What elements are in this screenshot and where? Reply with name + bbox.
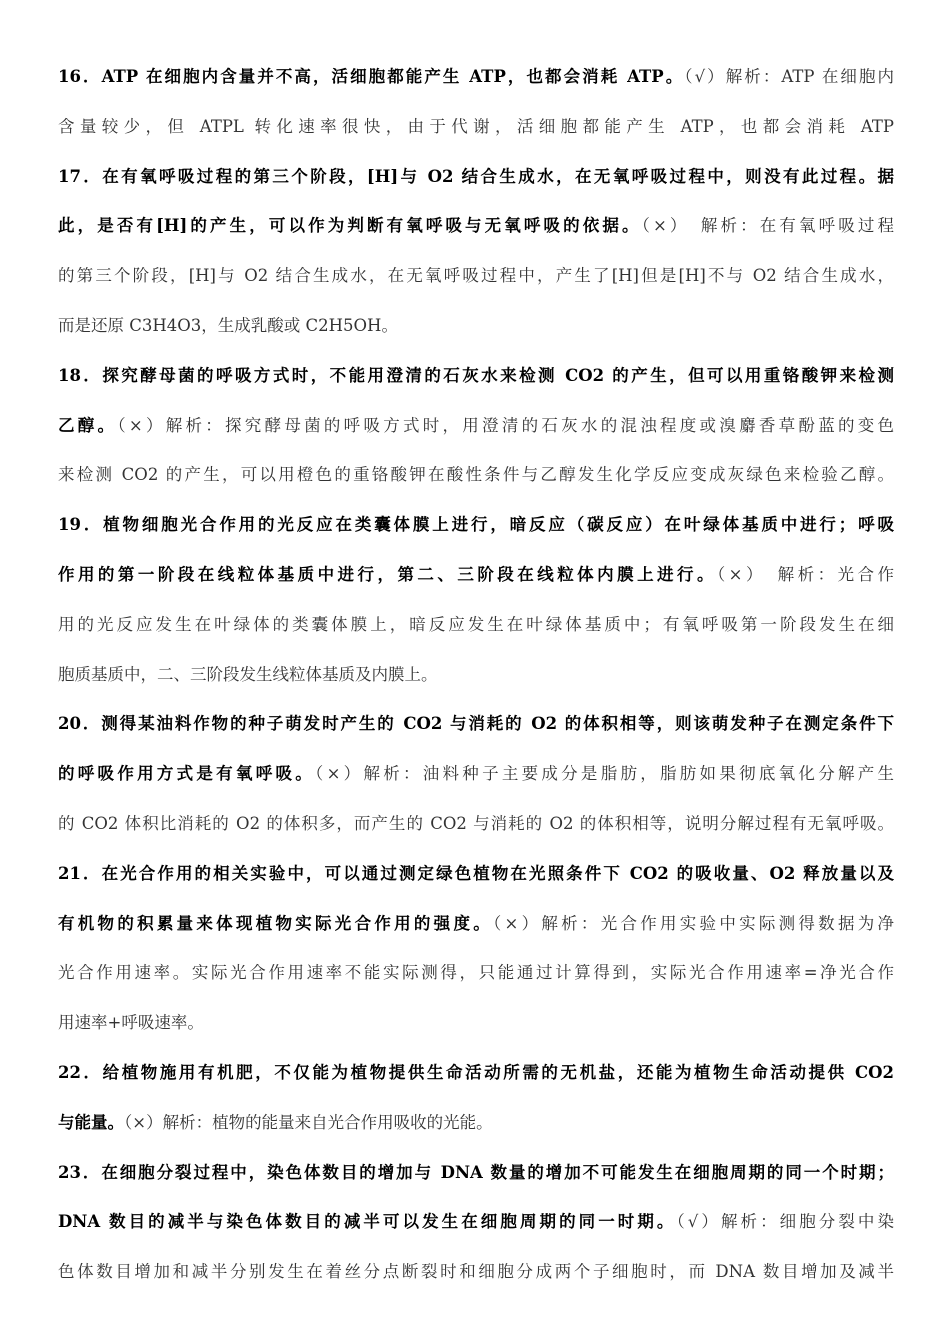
question-statement: 有机物的积累量来体现植物实际光合作用的强度。: [58, 913, 493, 933]
question-17: [58, 163, 894, 362]
answer-analysis: 用的光反应发生在叶绿体的类囊体膜上，暗反应发生在叶绿体基质中；有氧呼吸第一阶段发生在细: [58, 614, 894, 634]
text-line: [58, 561, 894, 611]
answer-analysis: 胞质基质中，二、三阶段发生线粒体基质及内膜上。: [58, 664, 438, 684]
question-statement: 此，是否有[H]的产生，可以作为判断有氧呼吸与无氧呼吸的依据。: [58, 216, 642, 236]
question-statement: 19．植物细胞光合作用的光反应在类囊体膜上进行，暗反应（碳反应）在叶绿体基质中进行；呼吸: [58, 515, 894, 535]
text-line: [58, 1009, 894, 1059]
text-line: [58, 1208, 894, 1258]
text-line: [58, 312, 894, 362]
question-statement: 18．探究酵母菌的呼吸方式时，不能用澄清的石灰水来检测 CO2 的产生，但可以用重铬酸钾来检测: [58, 365, 894, 385]
text-line: [58, 163, 894, 213]
answer-analysis: （√）解析：细胞分裂中染: [676, 1212, 894, 1232]
text-line: [58, 760, 894, 810]
text-line: [58, 810, 894, 860]
question-20: [58, 710, 894, 859]
answer-analysis: （×）解析：光合作用实验中实际测得数据为净: [492, 913, 894, 933]
text-line: [58, 1258, 894, 1308]
answer-analysis: 色体数目增加和减半分别发生在着丝分点断裂时和细胞分成两个子细胞时，而 DNA 数目增加及减半: [58, 1262, 894, 1282]
answer-analysis: 含量较少，但 ATPL 转化速率很快，由于代谢，活细胞都能产生 ATP，也都会消耗 ATP: [58, 116, 894, 136]
question-statement: 23．在细胞分裂过程中，染色体数目的增加与 DNA 数量的增加不可能发生在细胞周期的同一个时期；: [58, 1162, 894, 1182]
question-statement: 16．ATP 在细胞内含量并不高，活细胞都能产生 ATP，也都会消耗 ATP。: [58, 67, 685, 86]
question-22: [58, 1059, 894, 1159]
text-line: [58, 1059, 894, 1109]
answer-analysis: （×）解析：探究酵母菌的呼吸方式时，用澄清的石灰水的混浊程度或溴麝香草酚蓝的变色: [117, 415, 895, 435]
question-statement: 20．测得某油料作物的种子萌发时产生的 CO2 与消耗的 O2 的体积相等，则该萌发种子在测定条件下: [58, 714, 894, 734]
text-line: [58, 262, 894, 312]
text-line: [58, 511, 894, 561]
text-line: [58, 461, 894, 511]
document-body: [58, 63, 894, 1308]
question-statement: 17．在有氧呼吸过程的第三个阶段，[H]与 O2 结合生成水，在无氧呼吸过程中，则没有此过程。据: [58, 166, 894, 186]
answer-analysis: （×）解析：植物的能量来自光合作用吸收的光能。: [124, 1112, 493, 1132]
answer-analysis: （×）解析：油料种子主要成分是脂肪，脂肪如果彻底氧化分解产生: [315, 764, 895, 784]
question-statement: 21．在光合作用的相关实验中，可以通过测定绿色植物在光照条件下 CO2 的吸收量、O2 释放量以及: [58, 863, 894, 883]
question-statement: 乙醇。: [58, 415, 118, 435]
question-18: [58, 362, 894, 511]
answer-analysis: 光合作用速率。实际光合作用速率不能实际测得，只能通过计算得到，实际光合作用速率=净光合作: [58, 963, 894, 983]
answer-analysis: （×） 解析：在有氧呼吸过程: [641, 216, 894, 236]
text-line: [58, 63, 894, 113]
question-statement: 22．给植物施用有机肥，不仅能为植物提供生命活动所需的无机盐，还能为植物生命活动提供 CO2: [58, 1062, 894, 1082]
answer-analysis: （×） 解析：光合作: [716, 564, 895, 584]
answer-analysis: （√）解析：ATP 在细胞内: [684, 67, 894, 86]
question-statement: 的呼吸作用方式是有氧呼吸。: [58, 764, 316, 784]
question-16: [58, 63, 894, 163]
answer-analysis: 用速率+呼吸速率。: [58, 1013, 204, 1033]
text-line: [58, 212, 894, 262]
question-statement: DNA 数目的减半与染色体数目的减半可以发生在细胞周期的同一时期。: [58, 1212, 677, 1232]
text-line: [58, 910, 894, 960]
question-23: [58, 1159, 894, 1308]
text-line: [58, 1159, 894, 1209]
text-line: [58, 710, 894, 760]
text-line: [58, 611, 894, 661]
text-line: [58, 860, 894, 910]
text-line: [58, 959, 894, 1009]
text-line: [58, 412, 894, 462]
answer-analysis: 而是还原 C3H4O3，生成乳酸或 C2H5OH。: [58, 315, 398, 335]
question-statement: 与能量。: [58, 1112, 124, 1132]
answer-analysis: 的 CO2 体积比消耗的 O2 的体积多，而产生的 CO2 与消耗的 O2 的体积相等，说明分解过程有无氧呼吸。: [58, 813, 894, 833]
text-line: [58, 362, 894, 412]
text-line: [58, 1109, 894, 1159]
question-statement: 作用的第一阶段在线粒体基质中进行，第二、三阶段在线粒体内膜上进行。: [58, 564, 717, 584]
text-line: [58, 113, 894, 163]
question-21: [58, 860, 894, 1059]
answer-analysis: 的第三个阶段，[H]与 O2 结合生成水，在无氧呼吸过程中，产生了[H]但是[H]不与 O2 结合生成水，: [58, 266, 894, 286]
answer-analysis: 来检测 CO2 的产生，可以用橙色的重铬酸钾在酸性条件与乙醇发生化学反应变成灰绿色来检验乙醇。: [58, 465, 894, 485]
text-line: [58, 661, 894, 711]
question-19: [58, 511, 894, 710]
